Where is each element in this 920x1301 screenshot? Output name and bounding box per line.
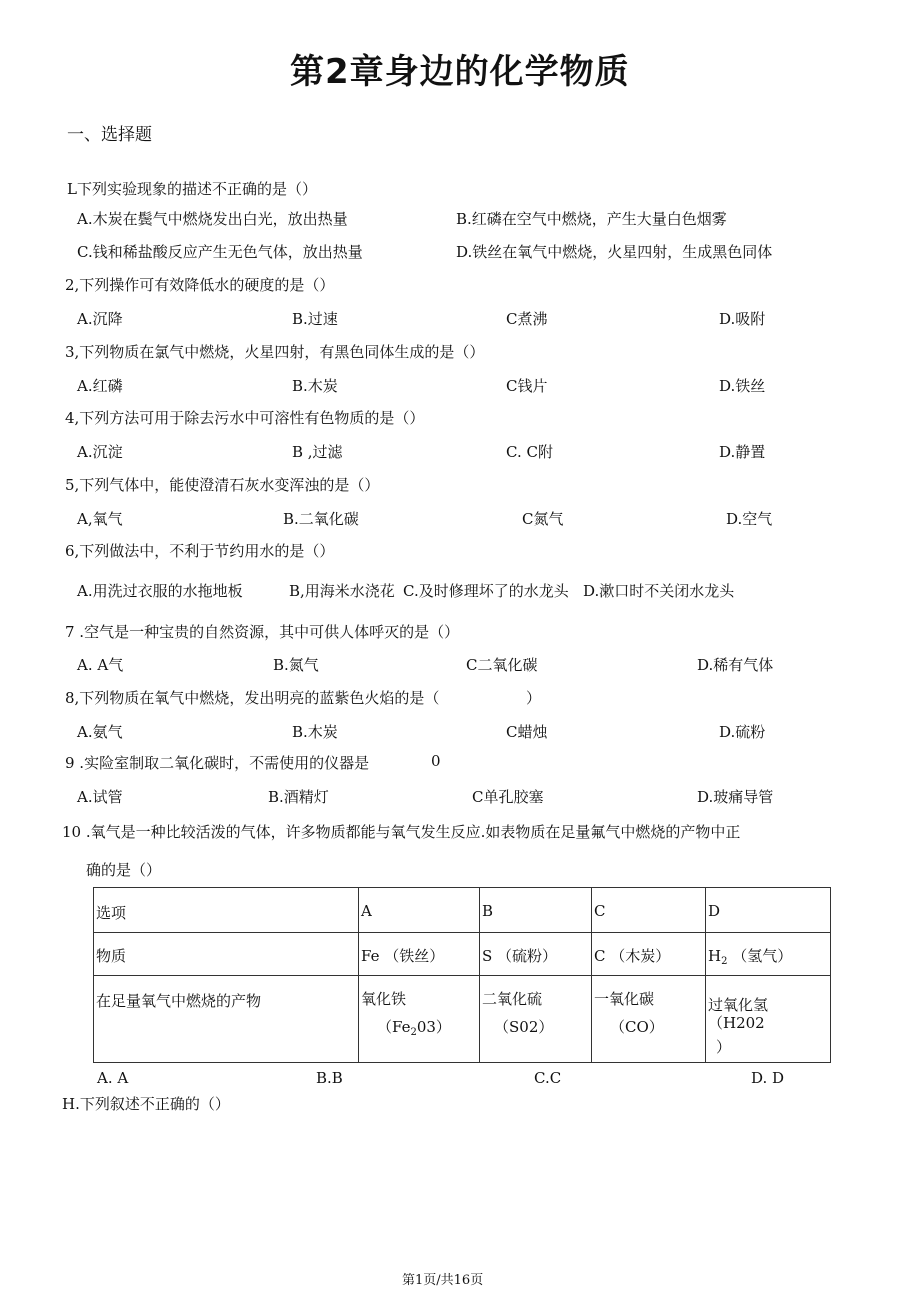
q7-option-c: C二氧化碳 [466,656,538,674]
question-6: 6,下列做法中，不利于节约用水的是（） [65,542,335,560]
table-cell: 二氧化硫 （S02） [480,976,592,1063]
q8-option-a: A.氨气 [77,723,123,741]
question-11: H.下列叙述不正确的（） [62,1095,230,1113]
question-7: 7 .空气是一种宝贵的自然资源，其中可供人体呼灭的是（） [65,623,460,641]
question-2: 2,下列操作可有效降低水的硬度的是（） [65,276,335,294]
q5-option-c: C氮气 [522,510,564,528]
q6-option-a: A.用洗过衣服的水拖地板 [77,582,243,600]
q10-option-a: A. A [97,1069,129,1087]
question-5: 5,下列气体中，能使澄清石灰水变浑浊的是（） [65,476,380,494]
question-9: 9 .实险室制取二氧化碳时，不需使用的仪器是 [65,754,370,772]
q1-option-b: B.红磷在空气中燃烧，产生大量白色烟雾 [456,210,727,228]
q5-option-b: B.二氧化碳 [283,510,359,528]
question-4: 4,下列方法可用于除去污水中可溶性有色物质的是（） [65,409,425,427]
question-3: 3,下列物质在氯气中燃烧，火星四射，有黑色同体生成的是（） [65,343,485,361]
page-footer: 第1页/共16页 [402,1273,484,1288]
q1-option-d: D.铁丝在氧气中燃烧，火星四射，生成黑色同体 [456,243,773,261]
q9-option-a: A.试管 [77,788,123,806]
question-9-close: 0 [431,752,441,770]
q1-option-c: C.钱和稀盐酸反应产生无色气体，放出热量 [77,243,363,261]
table-cell: 在足量氧气中燃烧的产物 [94,976,359,1063]
q10-option-b: B.B [316,1069,343,1087]
table-cell: $H_2$ （氢气） [706,933,831,976]
table-header-cell: A [359,888,480,933]
q2-option-a: A.沉降 [77,310,123,328]
q3-option-b: B.木炭 [292,377,338,395]
q10-option-d: D. D [751,1069,785,1087]
table-header-cell: C [592,888,706,933]
q6-option-c: C.及时修理坏了的水龙头 [403,582,569,600]
q8-option-b: B.木炭 [292,723,338,741]
table-header-cell: D [706,888,831,933]
q10-option-c: C.C [534,1069,562,1087]
q3-option-a: A.红磷 [77,377,123,395]
q4-option-a: A.沉淀 [77,443,123,461]
q2-option-d: D.吸附 [719,310,766,328]
q7-option-a: A. A气 [77,656,124,674]
q9-option-d: D.玻痛导管 [697,788,774,806]
q8-option-d: D.硫粉 [719,723,766,741]
question-8-close: ） [526,689,542,707]
question-10: 10 .氧气是一种比较活泼的气体，许多物质都能与氧气发生反应.如表物质在足量氟气中燃烧的产物中正 [62,823,741,841]
q3-option-d: D.铁丝 [719,377,766,395]
q9-option-b: B.酒精灯 [268,788,329,806]
q5-option-d: D.空气 [726,510,773,528]
q1-option-a: A.木炭在鬓气中燃烧发出白光，放出热量 [77,210,348,228]
q4-option-b: B ,过滤 [292,443,343,461]
q8-option-c: C蜡烛 [506,723,548,741]
table-cell: S （硫粉） [480,933,592,976]
q4-option-c: C. C附 [506,443,553,461]
table-cell: Fe （铁丝） [359,933,480,976]
q5-option-a: A,氧气 [77,510,123,528]
table-cell: 物质 [94,933,359,976]
q9-option-c: C单孔胶塞 [472,788,544,806]
page-title: 第2章身边的化学物质 [290,52,630,92]
table-cell: C （木炭） [592,933,706,976]
table-cell: 一氧化碳 （CO） [592,976,706,1063]
table-header-cell: B [480,888,592,933]
q6-option-d: D.漱口时不关闭水龙头 [583,582,735,600]
q4-option-d: D.静置 [719,443,766,461]
q7-option-b: B.氮气 [273,656,319,674]
table-cell: 过氧化氢 （H202 ） [706,976,831,1063]
q2-option-b: B.过速 [292,310,338,328]
question-8: 8,下列物质在氧气中燃烧，发出明亮的蓝紫色火焰的是（ [65,689,440,707]
question-10-line2: 确的是（） [86,861,162,879]
section-heading: 一、选择题 [67,125,152,145]
question-1: L下列实验现象的描述不正确的是（） [67,180,317,198]
q2-option-c: C煮沸 [506,310,548,328]
q10-table [93,887,831,1063]
h2-formula: $H_2$ [708,947,728,967]
q6-option-b: B,用海米水浇花 [289,582,395,600]
table-cell: 氧化铁 $(Fe_203)$ [359,976,480,1063]
q3-option-c: C钱片 [506,377,548,395]
table-header-cell: 选项 [94,888,359,933]
q7-option-d: D.稀有气体 [697,656,774,674]
